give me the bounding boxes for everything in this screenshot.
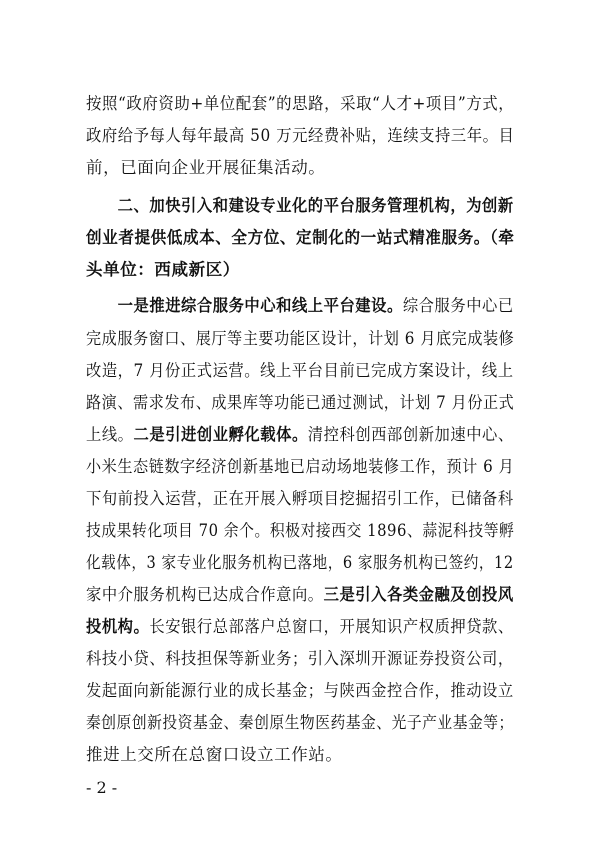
bold-text-segment: 投机构。 bbox=[86, 617, 150, 636]
page-number: - 2 - bbox=[86, 778, 118, 797]
text-segment: 完成服务窗口、展厅等主要功能区设计，计划 6 月底完成装修 bbox=[86, 329, 515, 348]
text-segment: 综合服务中心已 bbox=[402, 296, 514, 315]
text-segment: 按照“政府资助+单位配套”的思路，采取“人才+项目”方式， bbox=[86, 94, 515, 113]
text-segment: 化载体，3 家专业化服务机构已落地，6 家服务机构已签约，12 bbox=[86, 553, 514, 572]
text-segment: 下旬前投入运营，正在开展入孵项目挖掘招引工作，已储备科 bbox=[86, 489, 514, 508]
bold-text-segment: 创业者提供低成本、全方位、定制化的一站式精准服务。（牵 bbox=[86, 228, 515, 247]
text-line bbox=[86, 94, 514, 114]
text-line bbox=[86, 617, 514, 637]
text-segment: 清控科创西部创新加速中心、 bbox=[307, 425, 514, 444]
text-line bbox=[86, 585, 514, 605]
text-line bbox=[86, 521, 514, 541]
bold-text-segment: 一是推进综合服务中心和线上平台建设。 bbox=[86, 296, 403, 315]
text-segment: 小米生态链数字经济创新基地已启动场地装修工作，预计 6 月 bbox=[86, 457, 515, 476]
bold-text-segment: 三是引入各类金融及创投风 bbox=[323, 585, 514, 604]
text-line bbox=[86, 260, 240, 280]
bold-text-segment: 二是引进创业孵化载体。 bbox=[133, 425, 308, 444]
text-line bbox=[86, 196, 514, 216]
text-segment: 改造，7 月份正式运营。线上平台目前已完成方案设计，线上 bbox=[86, 361, 514, 380]
text-segment: 发起面向新能源行业的成长基金；与陕西金控合作，推动设立 bbox=[86, 681, 514, 700]
text-segment: 技成果转化项目 70 余个。积极对接西交 1896、蒜泥科技等孵 bbox=[86, 521, 515, 540]
text-line bbox=[86, 681, 514, 701]
text-line bbox=[86, 649, 514, 669]
text-segment: 秦创原创新投资基金、秦创原生物医药基金、光子产业基金等； bbox=[86, 713, 514, 732]
bold-text-segment: 二、加快引入和建设专业化的平台服务管理机构，为创新 bbox=[86, 196, 514, 215]
text-segment: 上线。 bbox=[86, 425, 134, 444]
text-segment: 前，已面向企业开展征集活动。 bbox=[86, 158, 326, 177]
text-segment: 科技小贷、科技担保等新业务；引入深圳开源证券投资公司， bbox=[86, 649, 514, 668]
text-line bbox=[86, 361, 514, 381]
text-line bbox=[86, 393, 514, 413]
text-line bbox=[86, 713, 514, 733]
text-segment: 路演、需求发布、成果库等功能已通过测试，计划 7 月份正式 bbox=[86, 393, 515, 412]
text-line bbox=[86, 553, 514, 573]
text-line bbox=[86, 158, 325, 178]
text-line bbox=[86, 489, 514, 509]
text-segment: 家中介服务机构已达成合作意向。 bbox=[86, 585, 324, 604]
text-line bbox=[86, 425, 514, 445]
text-line bbox=[86, 329, 514, 349]
text-line bbox=[86, 296, 514, 316]
text-segment: 政府给予每人每年最高 50 万元经费补贴，连续支持三年。目 bbox=[86, 126, 515, 145]
text-segment: 推进上交所在总窗口设立工作站。 bbox=[86, 745, 343, 764]
bold-text-segment: 头单位：西咸新区） bbox=[86, 260, 240, 279]
text-line bbox=[86, 228, 514, 248]
text-line bbox=[86, 745, 343, 765]
text-segment: 长安银行总部落户总窗口，开展知识产权质押贷款、 bbox=[149, 617, 514, 636]
text-line bbox=[86, 457, 514, 477]
text-line bbox=[86, 126, 514, 146]
